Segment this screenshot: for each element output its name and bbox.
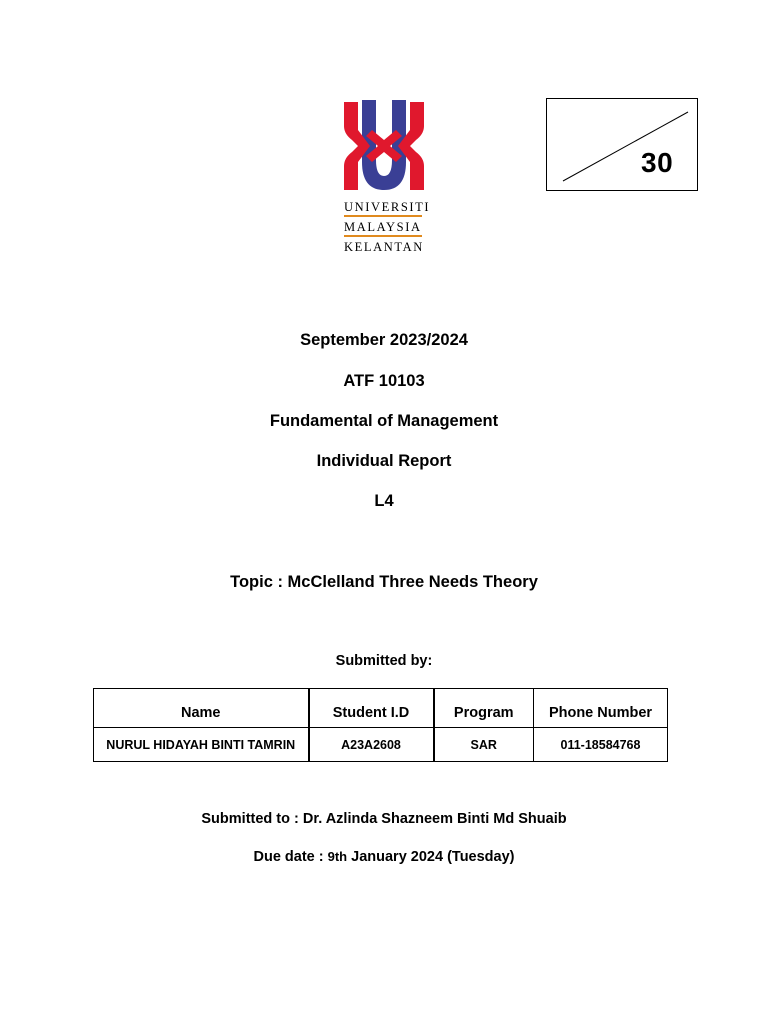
due-date [0,849,768,865]
course-name: Fundamental of Management [269,412,499,430]
university-logo [340,100,431,254]
session-title: September 2023/2024 [300,331,468,349]
logo-divider [344,235,422,237]
column-header-phone: Phone Number [534,689,668,728]
logo-divider [344,215,422,217]
column-header-student-id: Student I.D [309,689,434,728]
table-header-row [94,689,668,728]
logo-line-2: MALAYSIA [344,220,422,234]
logo-line-3: KELANTAN [344,240,424,254]
due-date-rest: January 2024 (Tuesday) [347,849,515,865]
report-type: Individual Report [316,452,452,470]
cell-name: NURUL HIDAYAH BINTI TAMRIN [94,728,309,762]
score-value: 30 [641,147,674,178]
logo-line-1: UNIVERSITI [344,200,431,214]
student-info-table [93,688,668,762]
course-code: ATF 10103 [343,372,425,390]
column-header-program: Program [434,689,534,728]
cell-student-id: A23A2608 [309,728,434,762]
cell-phone: 011-18584768 [534,728,668,762]
cell-program: SAR [434,728,534,762]
table-row [94,728,668,762]
submitted-by-label: Submitted by: [335,653,433,669]
due-date-day: 9th [327,849,348,864]
score-box [546,98,698,191]
group-label: L4 [374,492,394,510]
topic-title: Topic : McClelland Three Needs Theory [230,573,538,591]
slash-mark-icon [547,99,697,190]
submitted-to: Submitted to : Dr. Azlinda Shazneem Binti Md Shuaib [201,811,567,827]
umk-emblem-icon [340,100,428,192]
column-header-name: Name [94,689,309,728]
due-date-prefix: Due date : [253,849,328,865]
